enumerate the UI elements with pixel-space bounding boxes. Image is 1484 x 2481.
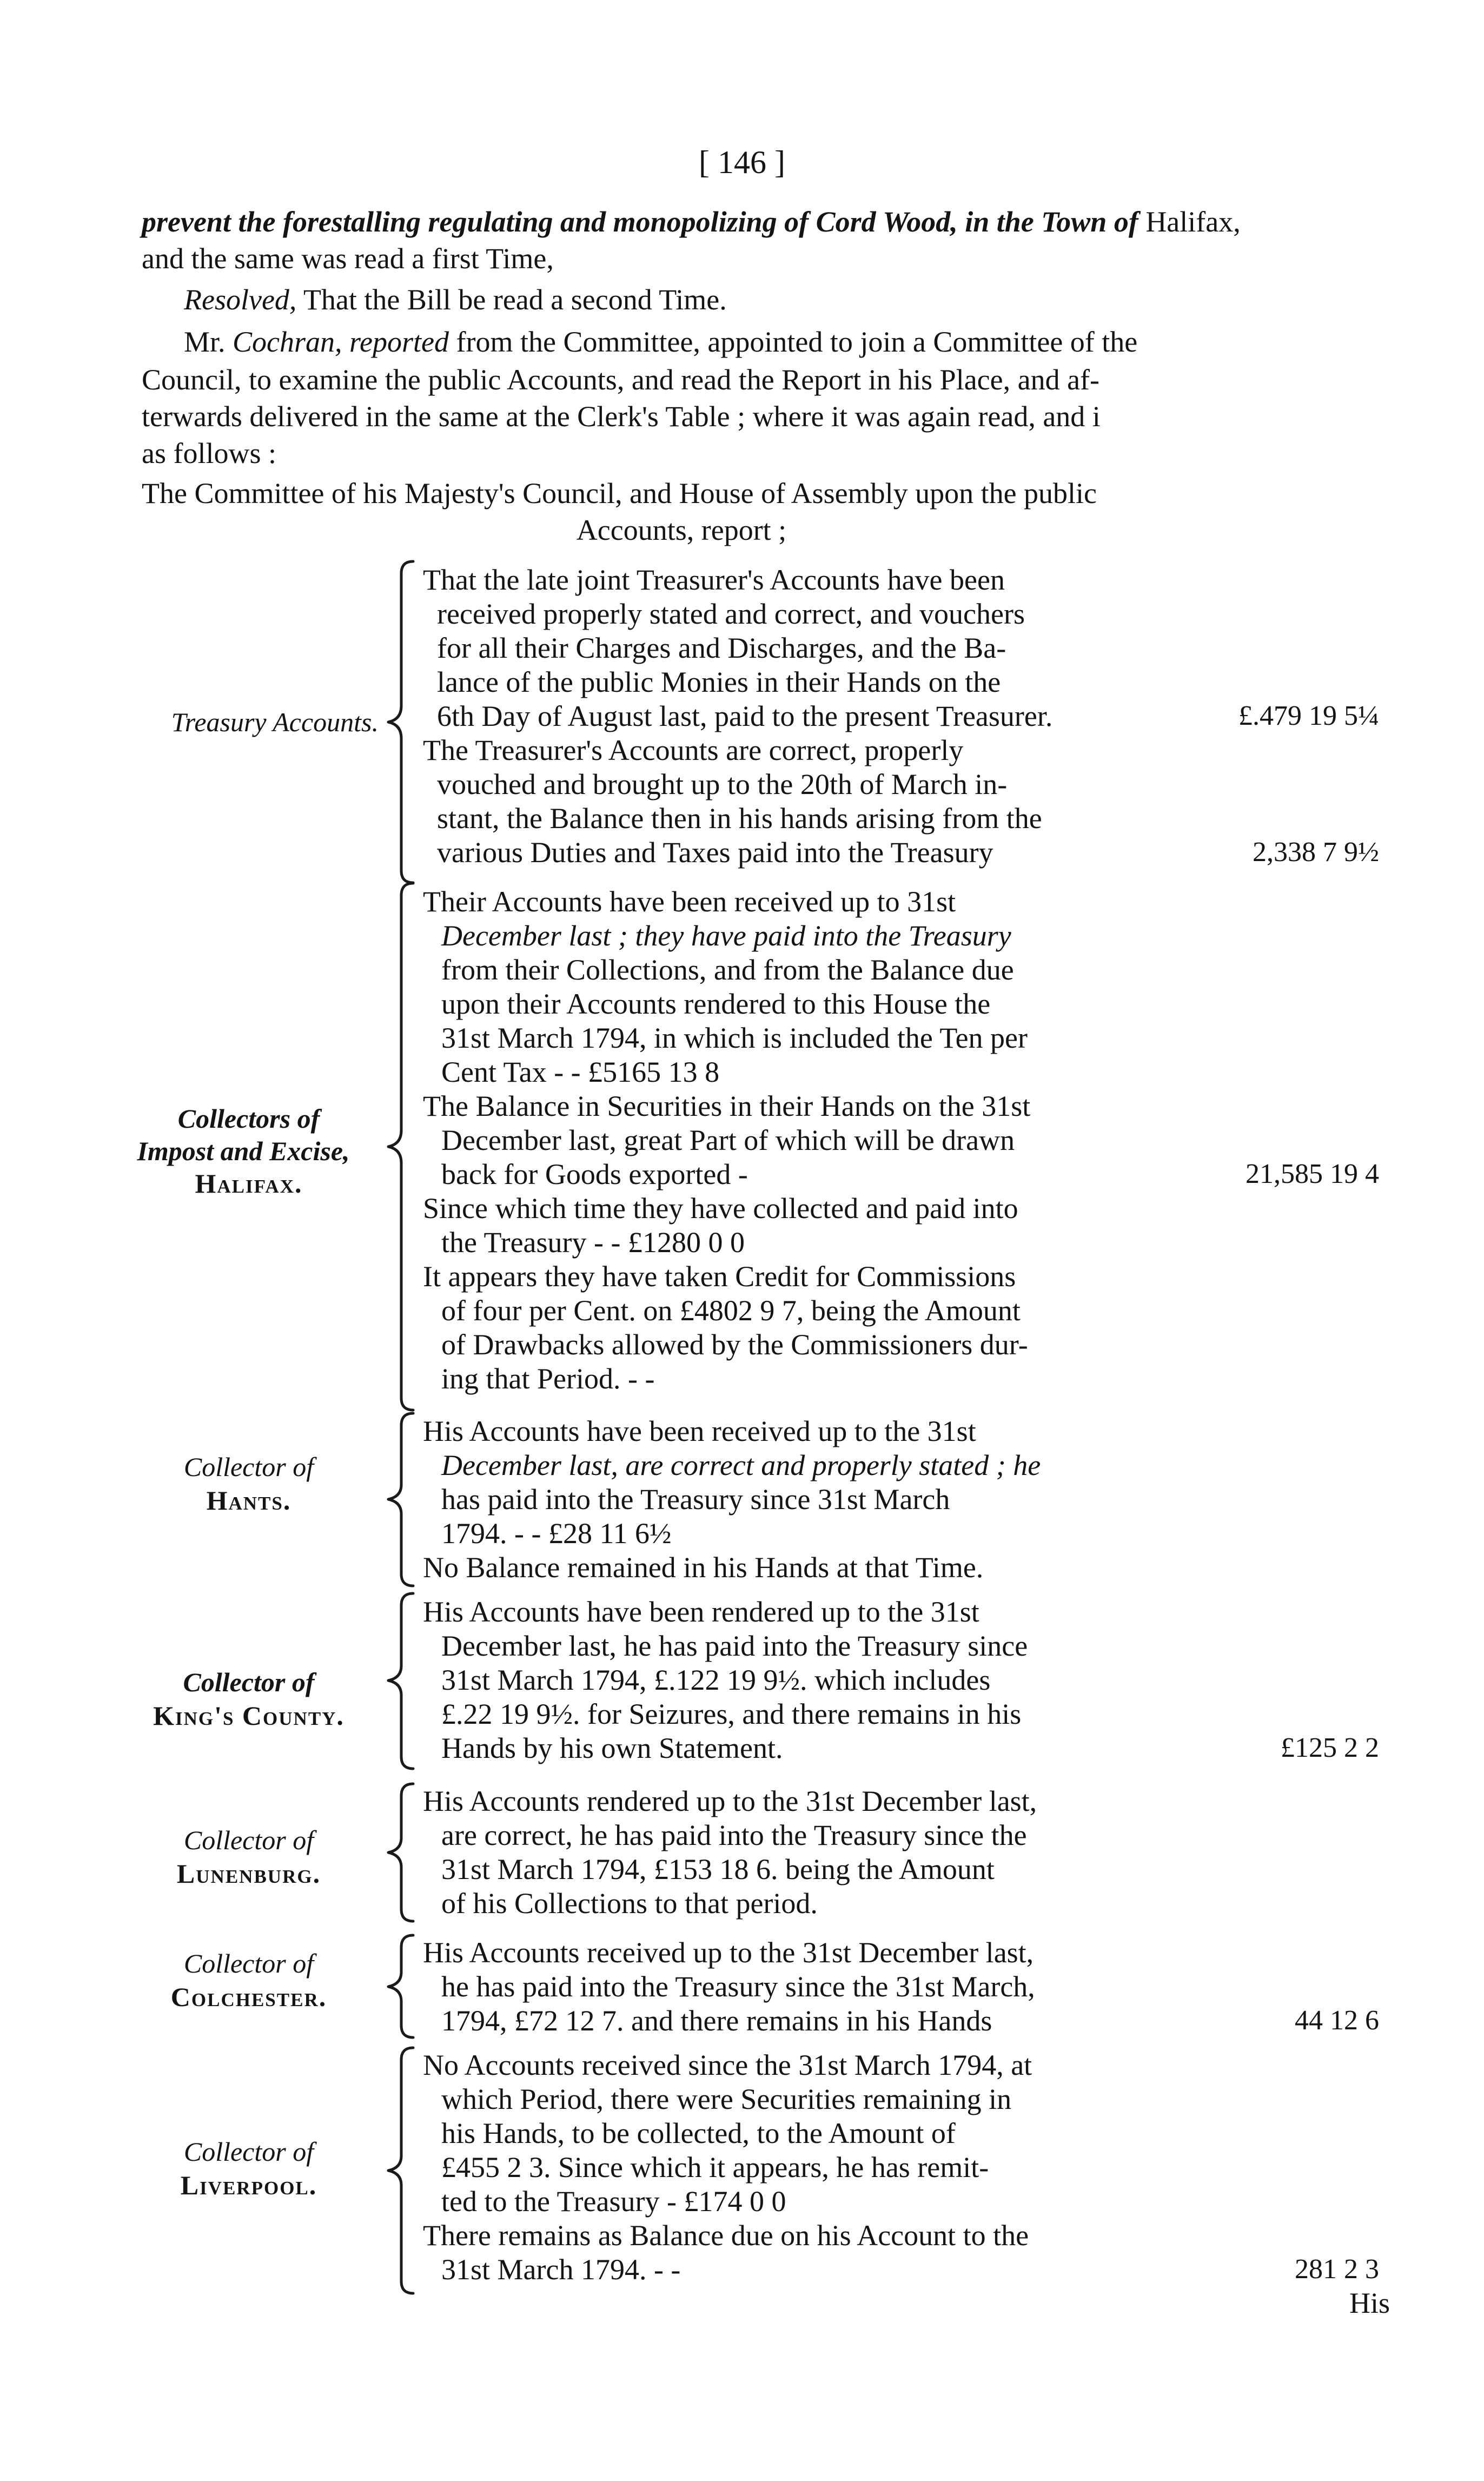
liverpool-line: There remains as Balance due on his Account to the xyxy=(423,2219,1029,2252)
hants-line: His Accounts have been received up to the 31st xyxy=(423,1415,976,1447)
amount-treasury: 2,338 7 9½ xyxy=(1253,837,1379,868)
lunenburg-line: are correct, he has paid into the Treasury since the xyxy=(441,1819,1027,1851)
intro-line-4 xyxy=(184,325,1137,359)
intro-line-1-italic: prevent the forestalling regulating and monopolizing of Cord Wood, in the Town of xyxy=(142,206,1138,238)
brace-liverpool xyxy=(385,2043,418,2298)
kings-line: Hands by his own Statement. xyxy=(441,1732,783,1764)
intro-line-7: as follows : xyxy=(142,437,276,469)
intro-line-1 xyxy=(142,204,1241,239)
kings-line: December last, he has paid into the Treasury since xyxy=(441,1630,1028,1662)
liverpool-line: £455 2 3. Since which it appears, he has remit- xyxy=(441,2151,989,2184)
halifax-line: 31st March 1794, in which is included the Ten per xyxy=(441,1022,1028,1054)
member-name: Cochran, xyxy=(233,326,342,358)
label-treasury-0: Treasury Accounts. xyxy=(171,707,379,737)
lunenburg-line: His Accounts rendered up to the 31st December last, xyxy=(423,1785,1037,1817)
lunenburg-line: of his Collections to that period. xyxy=(441,1887,818,1920)
resolved-text: That the Bill be read a second Time. xyxy=(303,283,727,316)
halifax-line: upon their Accounts rendered to this House the xyxy=(441,988,991,1020)
lunenburg-line: 31st March 1794, £153 18 6. being the Amount xyxy=(441,1853,995,1885)
resolved-word: Resolved, xyxy=(184,283,297,316)
liverpool-line: No Accounts received since the 31st March 1794, at xyxy=(423,2049,1032,2081)
treasury-line: That the late joint Treasurer's Accounts have been xyxy=(423,564,1005,596)
label-liverpool-1: Liverpool. xyxy=(180,2170,317,2200)
halifax-line: of four per Cent. on £4802 9 7, being the Amount xyxy=(441,1294,1021,1327)
halifax-line: Their Accounts have been received up to 31st xyxy=(423,885,956,918)
halifax-line: It appears they have taken Credit for Commissions xyxy=(423,1260,1016,1293)
liverpool-line: which Period, there were Securities remaining in xyxy=(441,2083,1012,2115)
treasury-line: lance of the public Monies in their Hands on the xyxy=(437,666,1001,698)
colchester-line: 1794, £72 12 7. and there remains in his Hands xyxy=(441,2004,992,2037)
brace-hants xyxy=(385,1409,418,1590)
label-hants-0: Collector of xyxy=(183,1452,314,1482)
brace-treasury xyxy=(385,557,418,887)
liverpool-line: 31st March 1794. - - xyxy=(441,2253,681,2286)
label-lunenburg-0: Collector of xyxy=(183,1825,314,1855)
treasury-line: for all their Charges and Discharges, and the Ba- xyxy=(437,632,1006,664)
treasury-line: various Duties and Taxes paid into the Treasury xyxy=(437,836,993,869)
label-kings-0: Collector of xyxy=(183,1667,315,1697)
colchester-line: His Accounts received up to the 31st December last, xyxy=(423,1936,1034,1969)
amount-liverpool: 281 2 3 xyxy=(1295,2254,1379,2285)
hants-line: No Balance remained in his Hands at that Time. xyxy=(423,1551,984,1584)
amount-halifax: 21,585 19 4 xyxy=(1246,1159,1379,1189)
reported-word: reported xyxy=(349,326,449,358)
halifax-line: December last ; they have paid into the Treasury xyxy=(441,919,1011,952)
halifax-line: Since which time they have collected and paid into xyxy=(423,1192,1018,1225)
liverpool-line: his Hands, to be collected, to the Amount of xyxy=(441,2117,956,2149)
mr-abbrev: Mr. xyxy=(184,326,226,358)
kings-line: £.22 19 9½. for Seizures, and there remains in his xyxy=(441,1698,1022,1730)
intro-line-3 xyxy=(184,282,727,317)
intro-line-2: and the same was read a first Time, xyxy=(142,242,554,275)
halifax-line: of Drawbacks allowed by the Commissioners dur- xyxy=(441,1328,1028,1361)
label-halifax-1: Impost and Excise, xyxy=(137,1136,350,1166)
intro-line-1-tail: Halifax, xyxy=(1145,206,1241,238)
brace-lunenburg xyxy=(385,1779,418,1926)
intro-line-9: Accounts, report ; xyxy=(576,514,787,546)
halifax-line: December last, great Part of which will be drawn xyxy=(441,1124,1015,1156)
label-liverpool-0: Collector of xyxy=(183,2136,314,2167)
halifax-line: ing that Period. - - xyxy=(441,1362,655,1395)
treasury-line: stant, the Balance then in his hands arising from the xyxy=(437,802,1042,835)
halifax-line: back for Goods exported - xyxy=(441,1158,748,1190)
hants-line: has paid into the Treasury since 31st March xyxy=(441,1483,950,1516)
halifax-line: Cent Tax - - £5165 13 8 xyxy=(441,1056,720,1088)
label-colchester-0: Collector of xyxy=(183,1948,314,1979)
liverpool-line: ted to the Treasury - £174 0 0 xyxy=(441,2185,786,2218)
brace-colchester xyxy=(385,1931,418,2042)
label-halifax-2: Halifax. xyxy=(195,1168,303,1199)
brace-halifax xyxy=(385,879,418,1414)
hants-line: December last, are correct and properly stated ; he xyxy=(441,1449,1041,1481)
label-hants-1: Hants. xyxy=(206,1485,292,1516)
catchword: His xyxy=(1349,2287,1390,2319)
treasury-line: vouched and brought up to the 20th of March in- xyxy=(437,768,1008,800)
kings-line: 31st March 1794, £.122 19 9½. which includes xyxy=(441,1664,991,1696)
intro-line-4-rest: from the Committee, appointed to join a Committee of the xyxy=(456,326,1138,358)
intro-line-8: The Committee of his Majesty's Council, and House of Assembly upon the public xyxy=(142,477,1097,510)
amount-colchester: 44 12 6 xyxy=(1295,2005,1379,2036)
page-number-header: [ 146 ] xyxy=(699,144,785,180)
halifax-line: the Treasury - - £1280 0 0 xyxy=(441,1226,745,1259)
label-lunenburg-1: Lunenburg. xyxy=(176,1858,321,1889)
treasury-line: received properly stated and correct, and vouchers xyxy=(437,598,1025,630)
halifax-line: from their Collections, and from the Balance due xyxy=(441,954,1014,986)
amount-treasury: £.479 19 5¼ xyxy=(1238,700,1379,731)
halifax-line: The Balance in Securities in their Hands on the 31st xyxy=(423,1090,1031,1122)
intro-line-5: Council, to examine the public Accounts, and read the Report in his Place, and af- xyxy=(142,363,1100,396)
label-halifax-0: Collectors of xyxy=(177,1103,320,1134)
hants-line: 1794. - - £28 11 6½ xyxy=(441,1517,672,1550)
amount-kings: £125 2 2 xyxy=(1281,1732,1379,1763)
label-kings-1: King's County. xyxy=(153,1701,345,1731)
intro-line-6: terwards delivered in the same at the Clerk's Table ; where it was again read, and i xyxy=(142,400,1101,433)
brace-kings-county xyxy=(385,1589,418,1773)
treasury-line: The Treasurer's Accounts are correct, properly xyxy=(423,734,964,766)
label-colchester-1: Colchester. xyxy=(170,1982,327,2012)
colchester-line: he has paid into the Treasury since the 31st March, xyxy=(441,1970,1035,2003)
treasury-line: 6th Day of August last, paid to the present Treasurer. xyxy=(437,700,1053,732)
kings-line: His Accounts have been rendered up to the 31st xyxy=(423,1596,979,1628)
